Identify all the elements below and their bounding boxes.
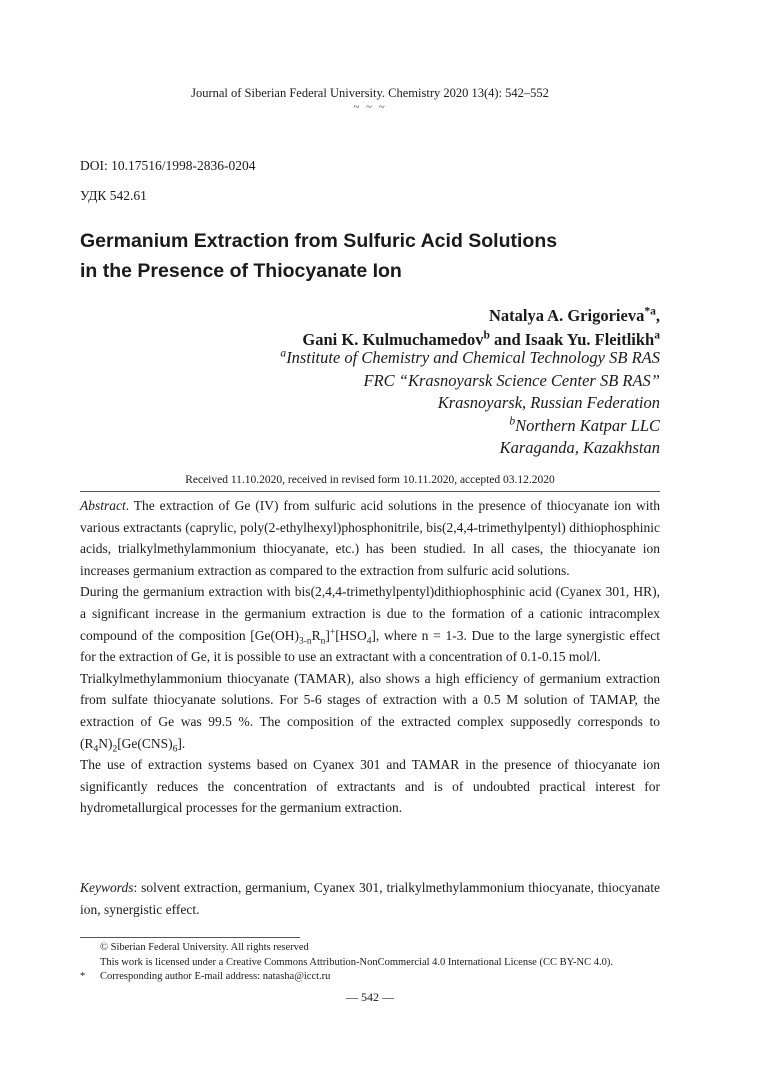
author-joiner: and (489, 330, 525, 349)
abstract-paragraph: Trialkylmethylammonium thiocyanate (TAMAR), also shows a high efficiency of germanium extraction from sulfate thiocyanate solutions. For 5-6 stages of extraction with a 0.5 M solution of TAMAP, the extraction of Ge was 99.5 %. The composition of the extracted complex supposedly corresponds to $(R_4N)_2[Ge(CNS)_6]$. (80, 670, 660, 755)
affiliation-line: Krasnoyarsk, Russian Federation (437, 393, 660, 412)
author-line-1 (302, 304, 660, 328)
affiliation-marker: b (483, 329, 490, 342)
page-number: — 542 — (346, 990, 394, 1004)
author-name: Gani K. Kulmuchamedov (302, 330, 484, 349)
doi: DOI: 10.17516/1998-2836-0204 (80, 158, 256, 173)
affiliation-line: FRC “Krasnoyarsk Science Center SB RAS” (363, 370, 660, 390)
affiliation-line: $^b$Northern Katpar LLC (509, 415, 660, 435)
abstract-paragraph: The use of extraction systems based on Cyanex 301 and TAMAR in the presence of thiocyanate ion significantly reduces the concentration of extractants and is of undoubted practical interest for hydrometallurgical processes for the germanium extraction. (80, 757, 660, 816)
author-name: Natalya A. Grigorieva (488, 306, 645, 325)
keywords-label: Keywords (80, 880, 134, 895)
corresponding-author-note: * Corresponding author E-mail address: natasha@icct.ru (80, 970, 330, 985)
affiliation-marker: a (280, 347, 287, 360)
affiliations (280, 347, 660, 460)
received-dates: Received 11.10.2020, received in revised form 10.11.2020, accepted 03.12.2020 (185, 474, 555, 486)
abstract (80, 495, 660, 819)
license-note: This work is licensed under a Creative Commons Attribution-NonCommercial 4.0 International License (CC BY-NC 4.0). (100, 956, 613, 968)
abstract-label: Abstract (80, 498, 126, 513)
divider (80, 491, 660, 492)
abstract-paragraph: Abstract. The extraction of Ge (IV) from sulfuric acid solutions in the presence of thiocyanate ion with various extractants (caprylic, poly(2-ethylhexyl)phosphonitrile, bis(2,4,4-trimethylpentyl) dithiophosphinic acids, trialkylmethylammonium thiocyanate, etc.) has been studied. In all cases, the thiocyanate ion increases germanium extraction as compared to the extraction from sulfuric acid solutions. (80, 498, 660, 578)
affiliation-line: Karaganda, Kazakhstan (499, 438, 660, 457)
author-separator: , (655, 306, 660, 325)
journal-citation: Journal of Siberian Federal University. Chemistry 2020 13(4): 542–552 (191, 86, 549, 100)
affiliation-marker: a (654, 329, 660, 342)
paper-title (80, 226, 660, 286)
footnote-divider (80, 937, 300, 938)
keywords: Keywords: solvent extraction, germanium, Cyanex 301, trialkylmethylammonium thiocyanate, thiocyanate ion, synergistic effect. (80, 880, 660, 917)
udk-code: УДК 542.61 (80, 188, 147, 203)
title-line-2: in the Presence of Thiocyanate Ion (80, 260, 402, 282)
author-list (302, 304, 660, 352)
author-name: Isaak Yu. Fleitlikh (524, 330, 655, 349)
footnote-marker: * (80, 971, 86, 982)
header-separator: ~ ~ ~ (353, 101, 387, 113)
affiliation-marker: *a (644, 305, 656, 318)
copyright-note: © Siberian Federal University. All rights reserved (100, 942, 309, 953)
title-line-1: Germanium Extraction from Sulfuric Acid Solutions (80, 230, 558, 252)
abstract-paragraph: During the germanium extraction with bis(2,4,4-trimethylpentyl)dithiophosphinic acid (Cyanex 301, HR), a significant increase in the germanium extraction is due to the formation of a cationic intracomplex compound of the composition $[Ge(OH)_{3-n}R_n]^+[HSO_4]$, where n = 1-3. Due to the large synergistic effect for the extraction of Ge, it is possible to use an extractant with a concentration of 0.1-0.15 mol/l. (80, 584, 660, 665)
affiliation-marker: b (509, 415, 516, 427)
affiliation-line: $^a$Institute of Chemistry and Chemical Technology SB RAS (280, 347, 660, 367)
